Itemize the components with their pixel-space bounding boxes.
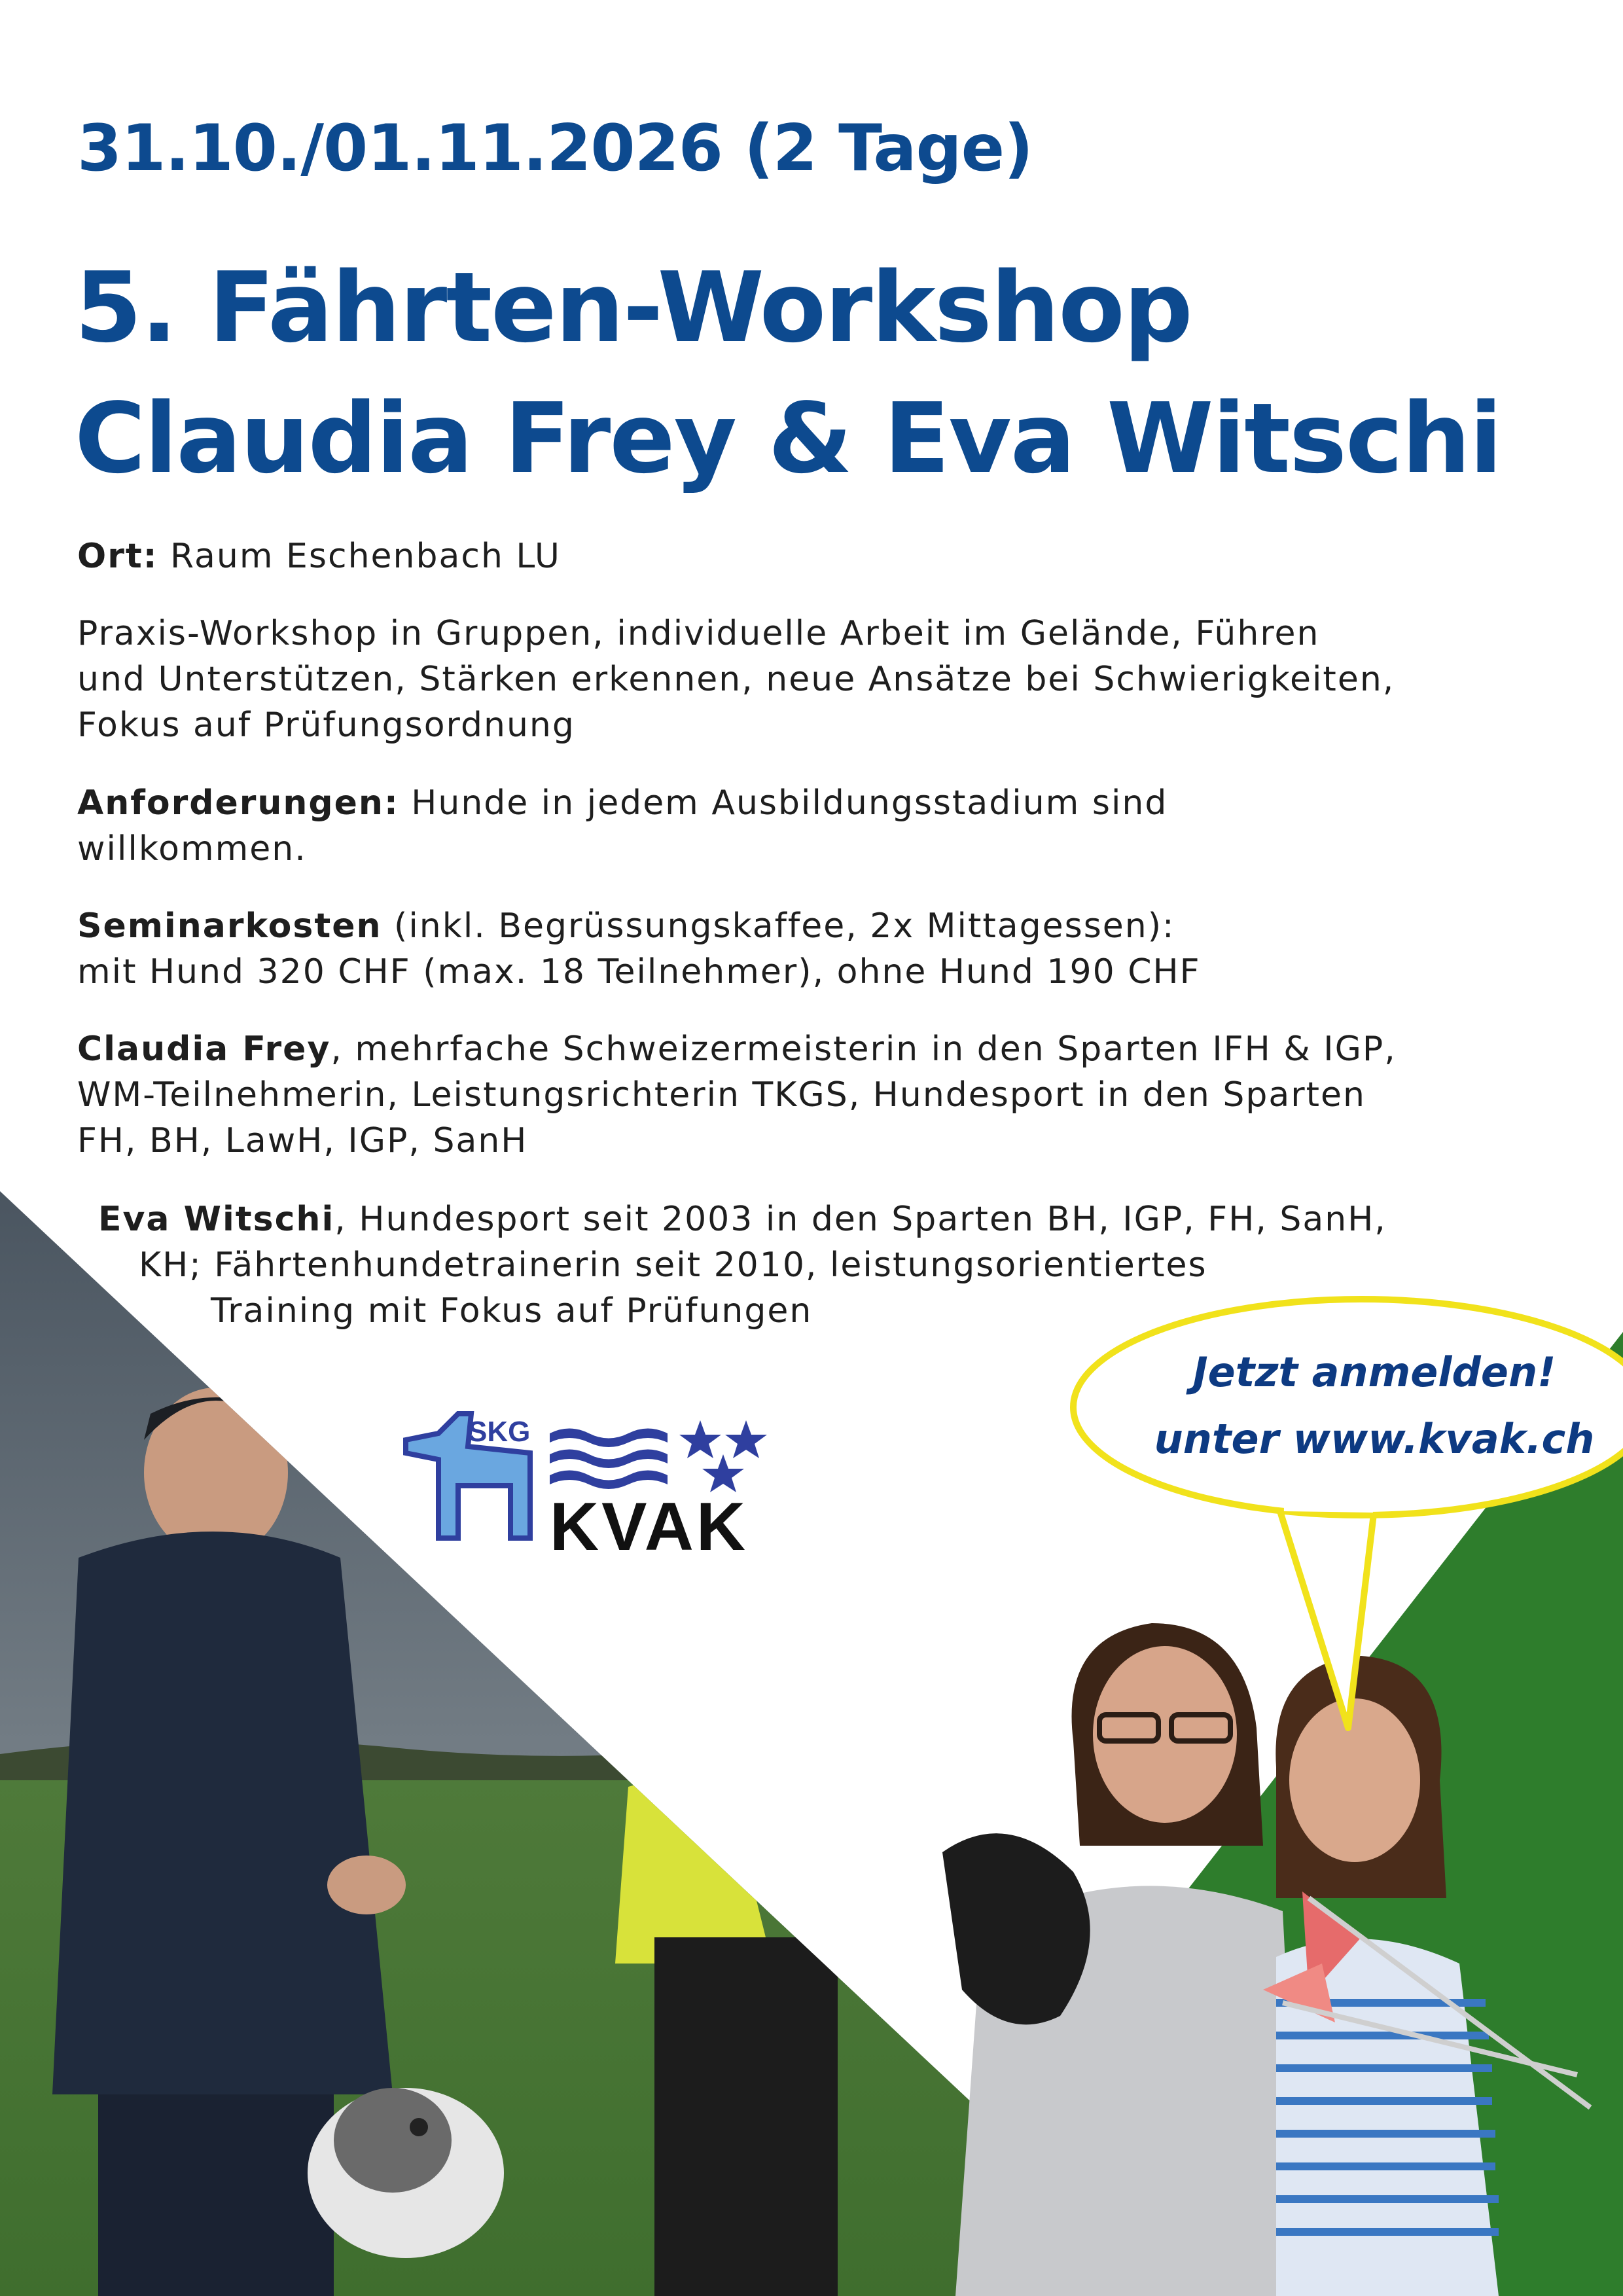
logo-small-text: SKG — [468, 1416, 531, 1448]
event-title — [75, 242, 1501, 504]
title-line-2: Claudia Frey & Eva Witschi — [75, 382, 1501, 495]
logo-big-text: KVAK — [550, 1489, 748, 1564]
requirements-paragraph — [77, 780, 1168, 872]
location-label: Ort: — [77, 537, 158, 576]
claudia-text: , mehrfache Schweizermeisterin in den Sparten IFH & IGP, — [330, 1030, 1397, 1069]
bubble-line-1: Jetzt anmelden! — [1192, 1348, 1556, 1396]
eva-text: , Hundesport seit 2003 in den Sparten BH, IGP, FH, SanH, — [334, 1200, 1387, 1239]
stars-icon — [679, 1420, 767, 1492]
requirements-text: Hunde in jedem Ausbildungsstadium sind — [411, 783, 1168, 823]
description-line: Praxis-Workshop in Gruppen, individuelle Arbeit im Gelände, Führen — [77, 614, 1320, 653]
eva-line-2: KH; Fährtenhundetrainerin seit 2010, leistungsorientiertes — [139, 1246, 1207, 1285]
costs-paragraph — [77, 903, 1201, 995]
eva-line-3: Training mit Fokus auf Prüfungen — [211, 1291, 813, 1331]
requirements-text: willkommen. — [77, 829, 307, 869]
location-value: Raum Eschenbach LU — [170, 537, 561, 576]
description-line: Fokus auf Prüfungsordnung — [77, 706, 575, 745]
event-date: 31.10./01.11.2026 (2 Tage) — [77, 111, 1033, 186]
claudia-name: Claudia Frey — [77, 1030, 331, 1069]
eva-name: Eva Witschi — [98, 1200, 335, 1239]
costs-label: Seminarkosten — [77, 906, 382, 946]
bubble-line-2: unter www.kvak.ch — [1154, 1415, 1595, 1463]
description-line: und Unterstützen, Stärken erkennen, neue Ansätze bei Schwierigkeiten, — [77, 660, 1395, 699]
kvak-logo — [399, 1407, 792, 1564]
requirements-label: Anforderungen: — [77, 783, 399, 823]
location-paragraph — [77, 533, 561, 579]
costs-text: (inkl. Begrüssungskaffee, 2x Mittagessen): — [394, 906, 1175, 946]
description-paragraph — [77, 611, 1395, 748]
claudia-text: FH, BH, LawH, IGP, SanH — [77, 1121, 528, 1160]
title-line-1: 5. Fährten-Workshop — [75, 251, 1192, 364]
claudia-text: WM-Teilnehmerin, Leistungsrichterin TKGS, Hundesport in den Sparten — [77, 1075, 1366, 1115]
claudia-paragraph — [77, 1026, 1397, 1164]
eva-line-1 — [98, 1196, 1387, 1242]
costs-text: mit Hund 320 CHF (max. 18 Teilnehmer), ohne Hund 190 CHF — [77, 952, 1201, 992]
